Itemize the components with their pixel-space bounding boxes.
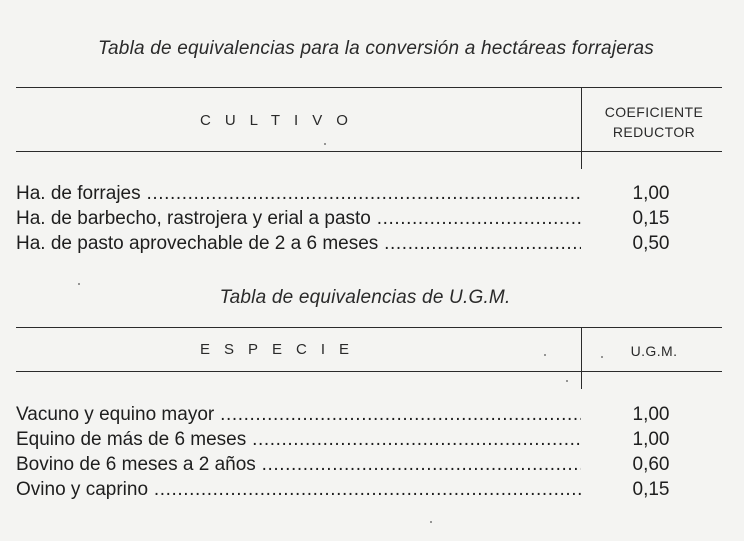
- table2-header-ugm: U.G.M.: [630, 343, 678, 359]
- table2-top-rule: [16, 327, 722, 328]
- table1-header-coeficiente-line2: REDUCTOR: [612, 124, 696, 140]
- table1-row: [16, 206, 706, 231]
- scan-speck: [430, 521, 432, 523]
- table2-header-rule: [16, 371, 722, 372]
- table1-row-label: Ha. de forrajes .....: [16, 181, 581, 206]
- table1-row-value: 0,50: [632, 233, 670, 254]
- scan-speck: [78, 283, 80, 285]
- table1-row-label: Ha. de barbecho, rastrojera y erial a pasto .....: [16, 206, 581, 231]
- scan-speck: [601, 356, 603, 358]
- scan-speck: [324, 143, 326, 145]
- table2-row: [16, 452, 706, 477]
- table1-row: [16, 181, 706, 206]
- table1-row-value: 0,15: [632, 208, 670, 229]
- table1-row: [16, 231, 706, 256]
- table2-title: Tabla de equivalencias de U.G.M.: [219, 287, 511, 308]
- table2-row: [16, 477, 706, 502]
- table2-row-value: 0,60: [632, 454, 670, 475]
- table1-header-rule: [16, 151, 722, 152]
- table2-row-value: 1,00: [632, 404, 670, 425]
- table2-header-especie: ESPECIE: [200, 341, 364, 358]
- table2-row-label: Bovino de 6 meses a 2 años .....: [16, 452, 581, 477]
- scan-speck: [566, 380, 568, 382]
- table1-column-divider: [581, 87, 582, 169]
- table2-row-value: 1,00: [632, 429, 670, 450]
- table2-row-value: 0,15: [632, 479, 670, 500]
- table1-row-value: 1,00: [632, 183, 670, 204]
- table2-row: [16, 402, 706, 427]
- table2-row-label: Vacuno y equino mayor .....: [16, 402, 581, 427]
- table2-row-label: Equino de más de 6 meses .....: [16, 427, 581, 452]
- table1-row-label: Ha. de pasto aprovechable de 2 a 6 meses .....: [16, 231, 581, 256]
- table1-top-rule: [16, 87, 722, 88]
- table2-row: [16, 427, 706, 452]
- table1-header-coeficiente-line1: COEFICIENTE: [604, 104, 704, 120]
- scan-speck: [544, 354, 546, 356]
- table1-title: Tabla de equivalencias para la conversión a hectáreas forrajeras: [97, 38, 655, 59]
- table1-header-coeficiente: [584, 102, 724, 142]
- table2-column-divider: [581, 327, 582, 389]
- table2-row-label: Ovino y caprino .....: [16, 477, 581, 502]
- table1-header-cultivo: CULTIVO: [200, 112, 362, 129]
